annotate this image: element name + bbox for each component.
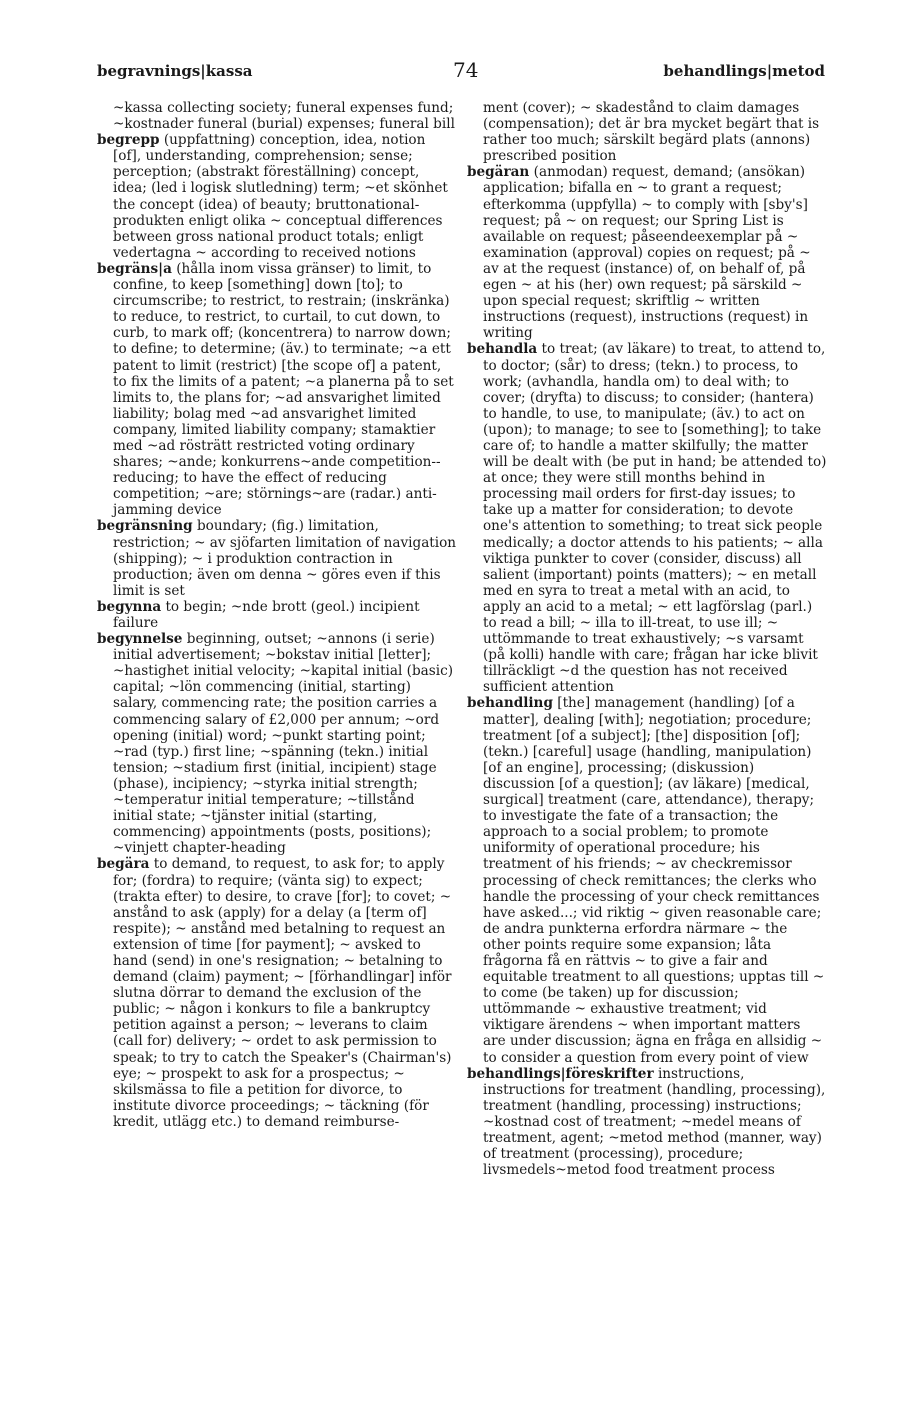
dictionary-entry	[467, 1066, 827, 1179]
entry-definition: to treat; (av läkare) to treat, to attend to, to doctor; (sår) to dress; (tekn.) to process, to work; (avhandla, handla om) to deal with; to cover; (dryfta) to discuss; to consider; (hantera) to handle, to use, to manipulate; (äv.) to act on (upon); to manage; to see to [something]; to take care of; to handle a matter skilfully; the matter will be dealt with (be put in hand; be attended to) at once; they were still months behind in processing mail orders for first-day issues; to take up a matter for consideration; to devote one's attention to something; to treat sick people medically; a doctor attends to his patients; ~ alla viktiga punkter to cover (consider, discuss) all salient (important) points (matters); ~ en metall med en syra to treat a metal with an acid, to apply an acid to a metal; ~ ett lagförslag (parl.) to read a bill; ~ illa to ill-treat, to use ill; ~ uttömmande to treat exhaustively; ~s varsamt (på kolli) handle with care; frågan har icke blivit tillräckligt ~d the question has not received sufficient attention	[483, 341, 827, 696]
entry-headword: behandla	[467, 341, 538, 358]
dictionary-entry	[97, 518, 457, 598]
right-guide-word: behandlings|metod	[663, 62, 825, 80]
entry-definition: to begin; ~nde brott (geol.) incipient failure	[113, 598, 420, 631]
dictionary-entry	[467, 164, 827, 341]
entry-headword: begräns|a	[97, 260, 172, 277]
entry-definition: boundary; (fig.) limitation, restriction; ~ av sjöfarten limitation of navigation (shipping); ~ i produktion contraction in production; även om denna ~ göres even if this limit is set	[113, 518, 457, 599]
entry-headword: behandlings|föreskrifter	[467, 1065, 654, 1082]
entry-definition: (anmodan) request, demand; (ansökan) application; bifalla en ~ to grant a request; efterkomma (uppfylla) ~ to comply with [sby's] request; på ~ on request; our Spring List is available on request; påseendeexemplar på ~ examination (approval) copies on request; på ~ av at the request (instance) of, on behalf of, på egen ~ at his (her) own request; på särskild ~ upon special request; skriftlig ~ written instructions (request), instructions (request) in writing	[483, 164, 811, 342]
entry-definition: beginning, outset; ~annons (i serie) initial advertisement; ~bokstav initial [letter]; ~hastighet initial velocity; ~kapital initial (basic) capital; ~lön commencing (initial, starting) salary, commencing rate; the position carries a commencing salary of £2,000 per annum; ~ord opening (initial) word; ~punkt starting point; ~rad (typ.) first line; ~spänning (tekn.) initial tension; ~stadium first (initial, incipient) stage (phase), incipiency; ~styrka initial strength; ~temperatur initial temperature; ~tillstånd initial state; ~tjänster initial (starting, commencing) appointments (posts, positions); ~vinjett chapter-heading	[113, 631, 454, 857]
dictionary-entry	[97, 261, 457, 519]
entry-headword: begynnelse	[97, 631, 183, 648]
entry-definition: (hålla inom vissa gränser) to limit, to confine, to keep [something] down [to]; to circumscribe; to restrict, to restrain; (inskränka) to reduce, to restrict, to curtail, to cut down, to curb, to mark off; (koncentrera) to narrow down; to define; to determine; (äv.) to terminate; ~a ett patent to limit (restrict) [the scope of] a patent, to fix the limits of a patent; ~a planerna på to set limits to, the plans for; ~ad ansvarighet limited liability; bolag med ~ad ansvarighet limited company, limited liability company; stamaktier med ~ad rösträtt restricted voting ordinary shares; ~ande; konkurrens~ande competition--reducing; to have the effect of reducing competition; ~are; störnings~are (radar.) anti-jamming device	[113, 260, 454, 519]
entry-headword: begrepp	[97, 132, 160, 149]
left-column	[97, 100, 457, 1130]
entry-definition: [the] management (handling) [of a matter], dealing [with]; negotiation; procedure; treatment [of a subject]; [the] disposition [of]; (tekn.) [careful] usage (handling, manipulation) [of an engine], processing; (diskussion) discussion [of a question]; (av läkare) [medical, surgical] treatment (care, attendance), therapy; to investigate the fate of a transaction; the approach to a social problem; to promote uniformity of operational procedure; his treatment of his friends; ~ av checkremissor processing of check remittances; the clerks who handle the processing of your check remittances have asked...; vid riktig ~ given reasonable care; de andra punkterna erfordra närmare ~ the other points require some expansion; låta frågorna få en rättvis ~ to give a fair and equitable treatment to all questions; upptas till ~ to come (be taken) up for discussion; uttömmande ~ exhaustive treatment; vid viktigare ärendens ~ when important matters are under discussion; ägna en fråga en allsidig ~ to consider a question from every point of view	[483, 695, 825, 1066]
dictionary-entry	[467, 695, 827, 1065]
left-guide-word: begravnings|kassa	[97, 62, 253, 80]
page-header	[97, 58, 825, 88]
dictionary-entry	[97, 599, 457, 631]
entry-definition: ~kassa collecting society; funeral expenses fund; ~kostnader funeral (burial) expenses; funeral bill	[113, 100, 455, 133]
entry-headword: begynna	[97, 598, 162, 615]
entry-headword: begäran	[467, 164, 530, 181]
entry-definition: to demand, to request, to ask for; to apply for; (fordra) to require; (vänta sig) to expect; (trakta efter) to desire, to crave [for]; to covet; ~ anstånd to ask (apply) for a delay (a [term of] respite); ~ anstånd med betalning to request an extension of time [for payment]; ~ avsked to hand (send) in one's resignation; ~ betalning to demand (claim) payment; ~ [förhandlingar] inför slutna dörrar to demand the exclusion of the public; ~ någon i konkurs to file a bankruptcy petition against a person; ~ leverans to claim (call for) delivery; ~ ordet to ask permission to speak; to try to catch the Speaker's (Chairman's) eye; ~ prospekt to ask for a prospectus; ~ skilsmässa to file a petition for divorce, to institute divorce proceedings; ~ täckning (för kredit, utlägg etc.) to demand reimburse-	[113, 856, 452, 1130]
dictionary-entry	[97, 856, 457, 1130]
dictionary-entry	[97, 631, 457, 856]
page-number: 74	[453, 58, 479, 82]
dictionary-entry	[467, 100, 827, 164]
entry-headword: begära	[97, 856, 150, 873]
right-column	[467, 100, 827, 1178]
dictionary-entry	[97, 132, 457, 261]
entry-definition: (uppfattning) conception, idea, notion [of], understanding, comprehension; sense; perception; (abstrakt föreställning) concept, idea; (led i logisk slutledning) term; ~et skönhet the concept (idea) of beauty; bruttonational-produkten enligt olika ~ conceptual differences between gross national product totals; enligt vedertagna ~ according to received notions	[113, 132, 448, 261]
entry-headword: begränsning	[97, 518, 193, 535]
entry-definition: ment (cover); ~ skadestånd to claim damages (compensation); det är bra mycket begärt that is rather too much; särskilt begärd plats (annons) prescribed position	[483, 100, 820, 165]
entry-definition: instructions, instructions for treatment (handling, processing), treatment (handling, processing) instructions; ~kostnad cost of treatment; ~medel means of treatment, agent; ~metod method (manner, way) of treatment (processing), procedure; livsmedels~metod food treatment process	[483, 1065, 826, 1179]
entry-headword: behandling	[467, 695, 553, 712]
dictionary-entry	[467, 341, 827, 695]
dictionary-entry	[97, 100, 457, 132]
